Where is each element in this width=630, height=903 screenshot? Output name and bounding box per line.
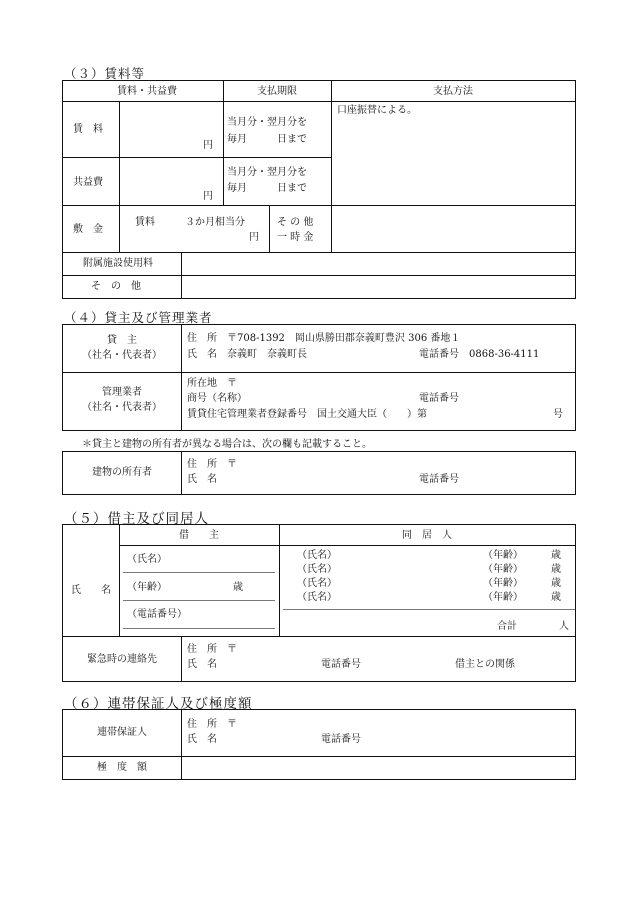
other-lump-label-2: 一 時 金 <box>277 232 314 243</box>
guarantor-name: 氏 名 <box>187 734 217 745</box>
manager-registration-suffix: 号 <box>553 409 563 420</box>
guarantor-tel: 電話番号 <box>321 734 361 745</box>
rent-label: 賃 料 <box>73 124 103 135</box>
cohabitant-total-unit: 人 <box>559 621 569 632</box>
section-4-title: （４）貸主及び管理業者 <box>64 310 213 325</box>
tenant-table <box>62 524 576 682</box>
owner-address: 住 所 〒 <box>187 459 237 470</box>
emergency-relation: 借主との関係 <box>455 659 515 670</box>
owner-label: 建物の所有者 <box>92 467 152 478</box>
owner-note: ＊貸主と建物の所有者が異なる場合は、次の欄も記載すること。 <box>82 439 372 450</box>
cohabitant-1-name-label: （氏名） <box>297 550 337 561</box>
lessor-label: 貸 主 <box>107 335 137 346</box>
lessor-tel: 電話番号 0868-36-4111 <box>419 349 540 360</box>
common-deadline-line2: 毎月 日まで <box>227 183 307 194</box>
other-lump-label-1: そ の 他 <box>277 217 314 228</box>
manager-location: 所在地 〒 <box>187 378 237 389</box>
rent-yen: 円 <box>203 140 213 151</box>
lessor-sublabel: （社名・代表者） <box>82 350 162 361</box>
manager-label: 管理業者 <box>102 387 142 398</box>
deposit-months: 賃料 ３か月相当分 <box>135 217 245 228</box>
cohabitant-4-age-unit: 歳 <box>551 592 561 603</box>
header-deadline: 支払期限 <box>257 86 297 97</box>
section-6-title: （６）連帯保証人及び極度額 <box>64 696 253 712</box>
emergency-name: 氏 名 <box>187 659 217 670</box>
owner-name: 氏 名 <box>187 474 217 485</box>
rent-deadline-line1: 当月分・翌月分を <box>227 117 307 128</box>
lessor-table <box>62 324 576 431</box>
guarantor-address: 住 所 〒 <box>187 719 237 730</box>
tenant-age-label: （年齢） <box>127 582 167 593</box>
limit-amount-label: 極 度 額 <box>97 762 147 773</box>
name-row-label: 氏 名 <box>71 585 111 596</box>
header-cohabitant: 同 居 人 <box>402 530 452 541</box>
manager-sublabel: （社名・代表者） <box>82 402 162 413</box>
owner-table <box>62 451 576 495</box>
cohabitant-1-age-label: （年齢） <box>483 550 523 561</box>
cohabitant-3-age-label: （年齢） <box>483 578 523 589</box>
manager-registration: 賃貸住宅管理業者登録番号 国土交通大臣（ ）第 <box>187 409 427 420</box>
common-fee-label: 共益費 <box>73 177 103 188</box>
guarantor-label: 連帯保証人 <box>97 727 147 738</box>
cohabitant-2-name-label: （氏名） <box>297 564 337 575</box>
emergency-tel: 電話番号 <box>321 659 361 670</box>
facility-fee-label: 附属施設使用料 <box>83 258 153 269</box>
cohabitant-4-name-label: （氏名） <box>297 592 337 603</box>
tenant-tel-label: （電話番号） <box>127 609 187 620</box>
deposit-label: 敷 金 <box>73 224 103 235</box>
common-deadline-line1: 当月分・翌月分を <box>227 167 307 178</box>
rent-table <box>62 80 576 299</box>
common-fee-yen: 円 <box>203 191 213 202</box>
deposit-yen: 円 <box>249 232 259 243</box>
cohabitant-2-age-label: （年齢） <box>483 564 523 575</box>
owner-tel: 電話番号 <box>419 474 459 485</box>
lessor-address: 住 所 〒708-1392 岡山県勝田郡奈義町豊沢 306 番地１ <box>187 333 461 344</box>
tenant-name-label: （氏名） <box>127 554 167 565</box>
payment-method-value: 口座振替による。 <box>337 105 417 116</box>
emergency-contact-label: 緊急時の連絡先 <box>87 654 157 665</box>
header-rent-common: 賃料・共益費 <box>117 86 177 97</box>
cohabitant-1-age-unit: 歳 <box>551 550 561 561</box>
rent-deadline-line2: 毎月 日まで <box>227 134 307 145</box>
cohabitant-3-name-label: （氏名） <box>297 578 337 589</box>
section-5-title: （５）借主及び同居人 <box>64 511 209 527</box>
section-3-title: （３）賃料等 <box>64 66 146 81</box>
header-tenant: 借 主 <box>179 530 219 541</box>
header-method: 支払方法 <box>433 86 473 97</box>
cohabitant-3-age-unit: 歳 <box>551 578 561 589</box>
manager-tel: 電話番号 <box>419 393 459 404</box>
other-fee-label: そ の 他 <box>91 281 141 292</box>
manager-trade-name: 商号（名称） <box>187 393 247 404</box>
cohabitant-total-label: 合計 <box>497 621 517 632</box>
emergency-address: 住 所 〒 <box>187 644 237 655</box>
cohabitant-2-age-unit: 歳 <box>551 564 561 575</box>
lessor-name: 氏 名 奈義町 奈義町長 <box>187 349 307 360</box>
guarantor-table <box>62 709 576 780</box>
cohabitant-4-age-label: （年齢） <box>483 592 523 603</box>
tenant-age-unit: 歳 <box>233 582 243 593</box>
